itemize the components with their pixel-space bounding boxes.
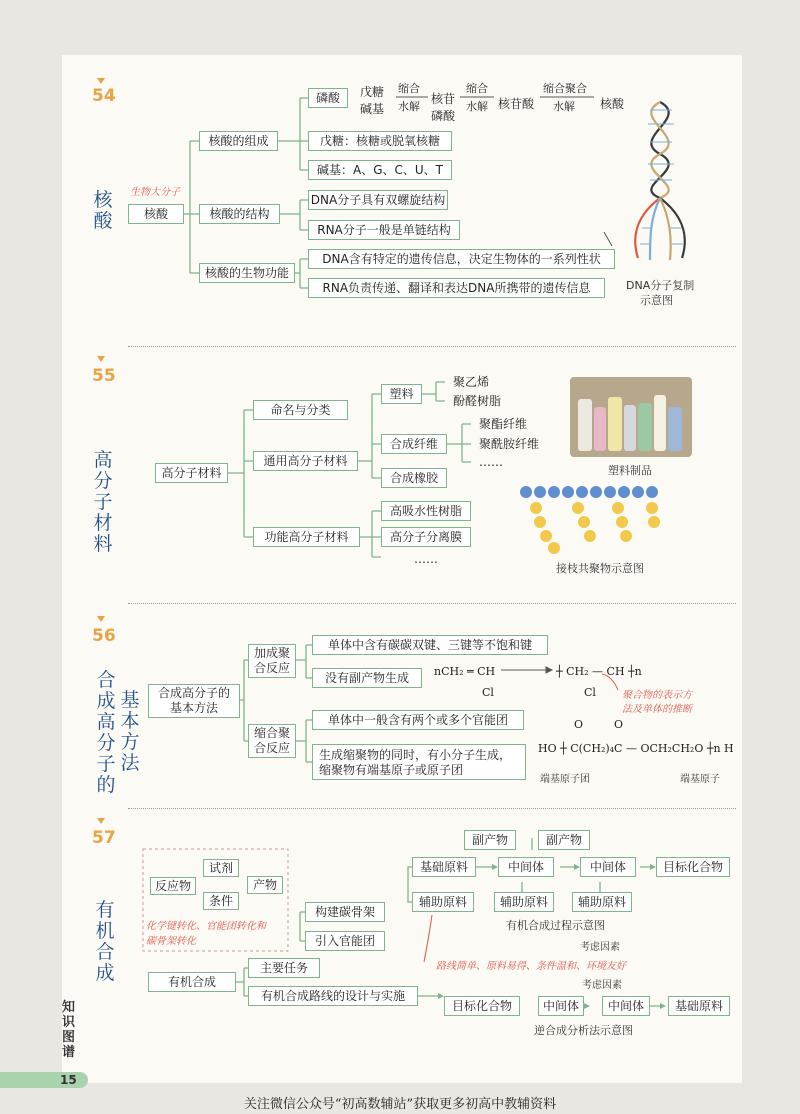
handwritten-note: 法及单体的推断 [622,704,692,715]
handwritten-note: 化学键转化、官能团转化和 [146,921,266,932]
chain-polymerize: 缩合聚合 [543,82,587,95]
chain-condense-1: 缩合 [398,82,420,95]
node-rna-function: RNA负责传递、翻译和表达DNA所携带的遗传信息 [308,278,605,298]
node-bases: 碱基：A、G、C、U、T [308,160,452,180]
node-function: 核酸的生物功能 [199,263,295,283]
side-tab: 知识图谱 [62,1000,76,1060]
section-number: 54 [92,86,116,106]
node-phosphate: 磷酸 [308,88,348,108]
handwritten-note: 路线简单、原料易得、条件温和、环境友好 [436,961,626,972]
node-target-compound: 目标化合物 [656,857,730,877]
node-dna-function: DNA含有特定的遗传信息，决定生物体的一系列性状 [308,249,615,269]
item-polyester: 聚酯纤维 [479,417,528,431]
chain-base: 碱基 [360,102,385,116]
node-rna-structure: RNA分子一般是单链结构 [308,220,460,240]
equation-oxygen-1: O [574,718,584,731]
node-line: 缩聚物有端基原子或原子团 [319,763,464,777]
chain-nucleotide: 核苷酸 [498,97,535,111]
node-intermediate-2: 中间体 [580,857,636,877]
page-number: 15 [60,1073,77,1087]
node-fiber: 合成纤维 [381,434,447,454]
section-marker-icon [97,356,105,362]
node-functional: 功能高分子材料 [253,527,360,547]
section-title: 核酸 [93,189,113,232]
chain-hydrolyze-3: 水解 [553,100,575,113]
section-number: 57 [92,828,116,848]
node-absorbent-resin: 高吸水性树脂 [381,501,471,521]
node-rubber: 合成橡胶 [381,468,447,488]
node-byproduct-2: 副产物 [538,830,590,850]
item-polyamide: 聚酰胺纤维 [479,437,540,451]
node-byproduct-1: 副产物 [464,830,516,850]
footer-note: 关注微信公众号“初高数辅站”获取更多初高中教辅资料 [243,1097,557,1112]
node-route-design: 有机合成路线的设计与实施 [248,986,418,1006]
end-group-label: 端基原子团 [540,774,590,785]
node-reagent: 试剂 [203,859,239,877]
equation-cl-1: Cl [482,686,494,699]
equation-cl-2: Cl [584,686,596,699]
equation-polyester: HO ┼ C(CH₂)₄C — OCH₂CH₂O ┼n H [538,742,734,755]
root-node: 高分子材料 [155,463,228,483]
equation-oxygen-2: O [614,718,624,731]
section-marker-icon [97,78,105,84]
graft-figure-caption: 接枝共聚物示意图 [556,562,644,575]
section-title: 有机合成 [95,899,115,984]
chain-nucleic-acid: 核酸 [600,97,625,111]
consider-factors-label: 考虑因素 [582,980,622,991]
section-title: 高分子材料 [93,449,113,555]
node-unsaturated-monomer: 单体中含有碳碳双键、三键等不饱和键 [312,635,548,655]
node-no-byproduct: 没有副产物生成 [312,668,422,688]
root-node: 合成高分子的基本方法 [148,684,240,718]
node-line: 生成缩聚物的同时，有小分子生成， [319,748,512,762]
node-rev-intermediate-1: 中间体 [538,996,584,1016]
chain-nucleoside: 核苷 [431,92,456,106]
node-rev-intermediate-2: 中间体 [602,996,650,1016]
chain-condense-2: 缩合 [466,82,488,95]
node-separation-membrane: 高分子分离膜 [381,527,471,547]
node-main-task: 主要任务 [248,958,320,978]
node-base-material: 基础原料 [412,857,476,877]
node-composition: 核酸的组成 [199,131,278,151]
node-intermediate-1: 中间体 [498,857,554,877]
node-multi-functional-monomer: 单体中一般含有两个或多个官能团 [312,710,524,730]
plastic-products-photo [570,377,692,457]
item-ellipsis: …… [479,455,503,469]
node-reactant: 反应物 [150,877,196,895]
section-subtitle: 基本方法 [120,689,140,774]
equation-polymer: ┼ CH₂ — CH ┼n [556,665,642,678]
item-ellipsis: …… [414,552,438,566]
section-number: 55 [92,366,116,386]
dna-replication-illustration [620,98,704,268]
end-atom-label: 端基原子 [680,774,720,785]
node-aux-material-1: 辅助原料 [412,892,474,912]
photo-caption: 塑料制品 [608,464,652,477]
section-title: 合成高分子的 [96,669,116,796]
root-node: 有机合成 [148,972,236,992]
node-aux-material-3: 辅助原料 [572,892,632,912]
node-general: 通用高分子材料 [253,451,358,471]
item-phenolic-resin: 酚醛树脂 [453,394,502,408]
handwritten-note: 碳骨架转化 [146,936,196,947]
node-rev-target: 目标化合物 [444,996,520,1016]
section-divider [128,808,736,809]
node-rev-base: 基础原料 [668,996,730,1016]
handwritten-note: 聚合物的表示方 [622,690,692,701]
section-number: 56 [92,626,116,646]
graft-copolymer-illustration [518,482,666,556]
consider-factors-label: 考虑因素 [580,942,620,953]
retrosynthesis-caption: 逆合成分析法示意图 [534,1024,633,1037]
chain-hydrolyze-2: 水解 [466,100,488,113]
node-dna-structure: DNA分子具有双螺旋结构 [308,190,448,210]
node-condition: 条件 [203,892,239,910]
node-addition-polymerization: 加成聚合反应 [248,644,296,678]
node-aux-material-2: 辅助原料 [494,892,554,912]
chain-hydrolyze-1: 水解 [398,100,420,113]
section-marker-icon [97,818,105,824]
node-plastic: 塑料 [381,384,422,404]
item-polyethylene: 聚乙烯 [453,375,490,389]
dna-figure-caption-line2: 示意图 [640,294,673,307]
root-node: 核酸 [128,204,184,224]
node-condensation-polymerization: 缩合聚合反应 [248,724,296,758]
section-divider [128,346,736,347]
dna-figure-caption-line1: DNA分子复制 [626,279,695,292]
section-divider [128,603,736,604]
node-introduce-group: 引入官能团 [305,931,385,951]
section-marker-icon [97,616,105,622]
node-build-skeleton: 构建碳骨架 [305,902,385,922]
node-product: 产物 [247,876,283,894]
node-naming: 命名与分类 [253,400,348,420]
equation-monomer: nCH₂ ═ CH [434,665,496,678]
node-structure: 核酸的结构 [199,204,280,224]
chain-phosphate: 磷酸 [431,109,456,123]
chain-pentose: 戊糖 [360,85,385,99]
node-small-molecule-byproduct [312,744,526,780]
forward-synthesis-caption: 有机合成过程示意图 [506,919,605,932]
handwritten-note: 生物大分子 [130,187,180,198]
node-sugar: 戊糖：核糖或脱氧核糖 [308,131,452,151]
